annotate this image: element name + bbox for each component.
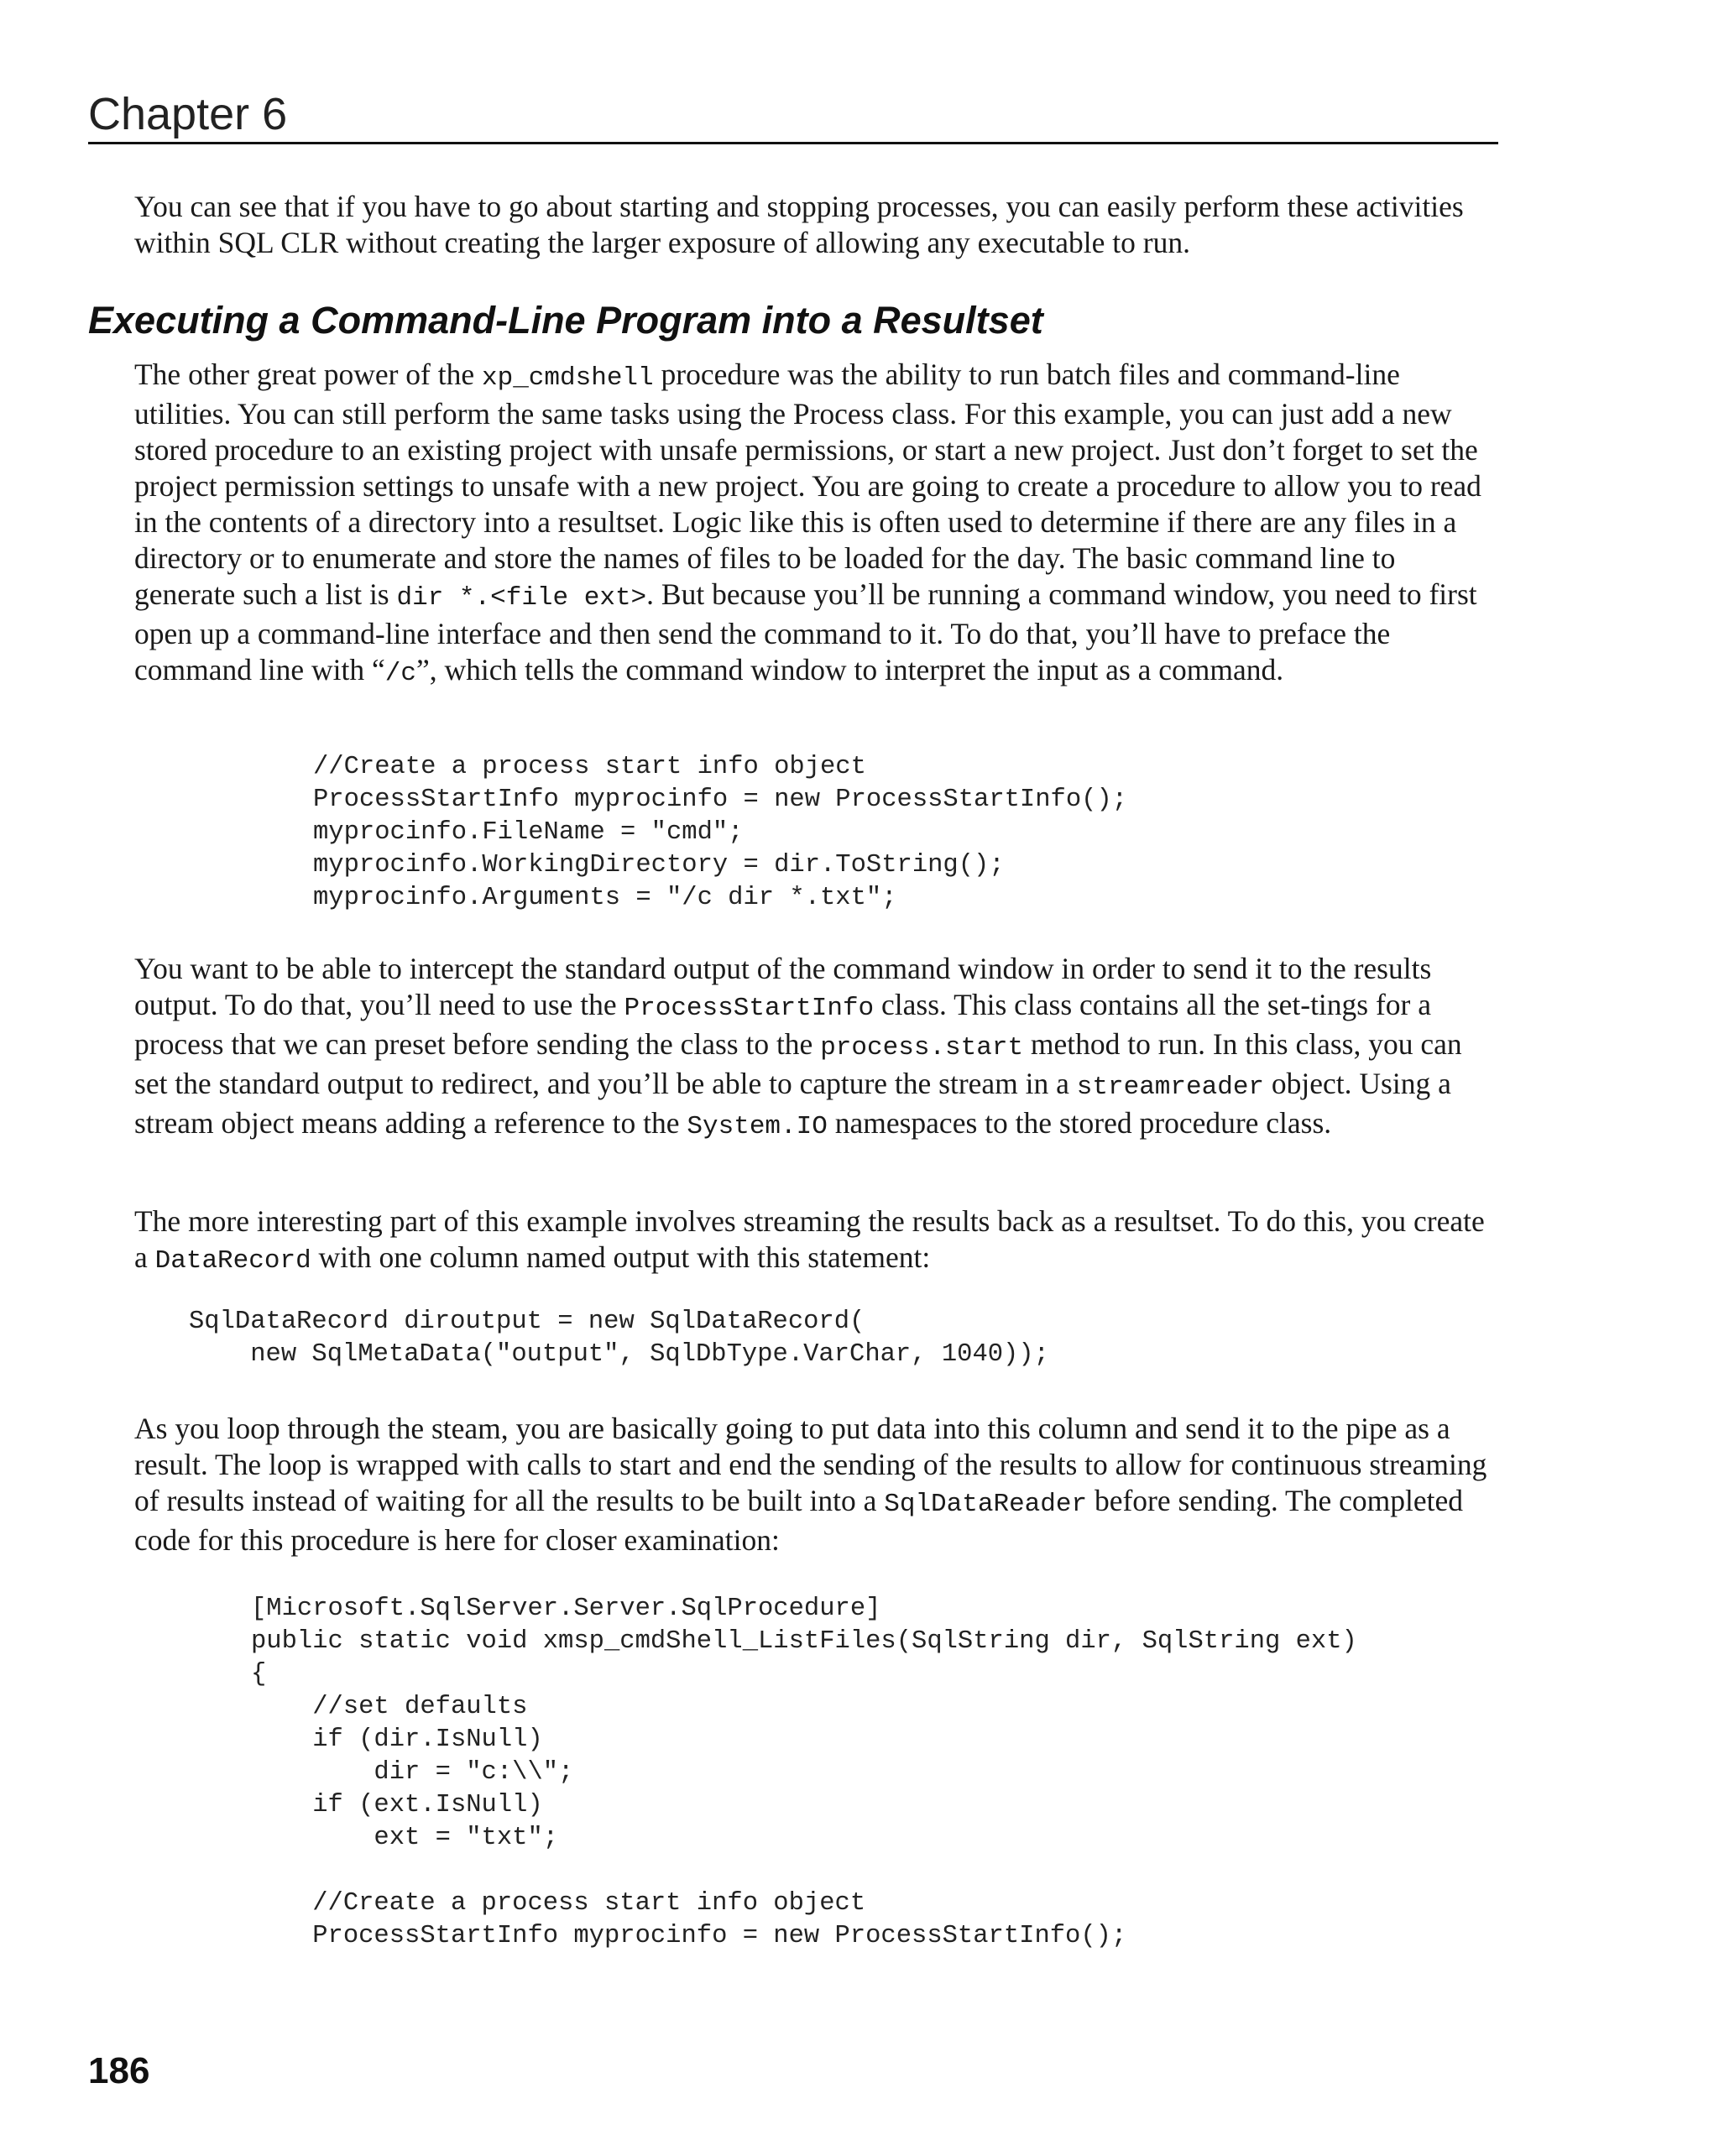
inline-code: dir *.<file ext> [396,583,647,613]
text-run: ”, which tells the command window to interpret the input as a command. [415,653,1284,686]
section-heading: Executing a Command-Line Program into a Resultset [88,299,1043,342]
code-block-data-record [189,1306,1049,1371]
code-line: SqlDataRecord diroutput = new SqlDataRecord( [189,1308,865,1336]
code-block-process-start-info [313,751,1127,915]
code-line: //Create a process start info object [251,1889,866,1918]
code-block-list-files-procedure [251,1593,1357,1953]
paragraph-resultset [134,1203,1498,1279]
code-line: dir = "c:\\"; [251,1758,574,1787]
text-run: method to run. In this class, you can set the standard output to redirect, and you’ll be able to capture the stream in a [134,1027,1462,1100]
text-run: before sending. The completed code for this procedure is here for closer examination: [134,1484,1463,1557]
code-line: if (dir.IsNull) [251,1725,543,1754]
paragraph-xp-cmdshell [134,357,1498,692]
text-run: . But because you’ll be running a command window, you need to first open up a command-line interface and then send the command to it. To do that, you’ll have to preface the command line with “ [134,577,1477,686]
text-run: procedure was the ability to run batch files and command-line utilities. You can still perform the same tasks using the Process class. For this example, you can just add a new stored procedure to an existing project with unsafe permissions, or start a new project. Just don’t forget to set the project permission settings to unsafe with a new project. You are going to create a procedure to allow you to read in the contents of a directory into a resultset. Logic like this is often used to determine if there are any files in a directory or to enumerate and store the names of files to be loaded for the day. The basic command line to generate such a list is [134,358,1481,611]
text-run: You want to be able to intercept the standard output of the command window in order to send it to the results output. To do that, you’ll need to use the [134,952,1432,1021]
code-line: ext = "txt"; [251,1824,559,1852]
code-line: [Microsoft.SqlServer.Server.SqlProcedure] [251,1595,881,1623]
code-line: //Create a process start info object [313,753,866,781]
inline-code: System.IO [687,1112,828,1141]
text-run: object. Using a stream object means adding a reference to the [134,1067,1451,1140]
text-run: class. This class contains all the set-tings for a process that we can preset before sending the class to the [134,988,1432,1061]
text-run: namespaces to the stored procedure class. [827,1106,1332,1140]
code-line: myprocinfo.WorkingDirectory = dir.ToString(); [313,851,1005,880]
text-run: The more interesting part of this example involves streaming the results back as a resultset. To do this, you create a [134,1204,1485,1274]
page-number: 186 [88,2050,150,2091]
code-line: //set defaults [251,1693,528,1721]
paragraph-loop [134,1411,1498,1558]
intro-paragraph: You can see that if you have to go about starting and stopping processes, you can easily perform these activities within SQL CLR without creating the larger exposure of allowing any executable to run. [134,190,1464,259]
text-run: As you loop through the steam, you are basically going to put data into this column and send it to the pipe as a result. The loop is wrapped with calls to start and end the sending of the results to allow for continuous streaming of results instead of waiting for all the results to be built into a [134,1412,1487,1517]
paragraph-standard-output [134,951,1498,1145]
code-line: ProcessStartInfo myprocinfo = new ProcessStartInfo(); [251,1922,1127,1950]
inline-code: xp_cmdshell [482,363,654,393]
code-line: public static void xmsp_cmdShell_ListFiles(SqlString dir, SqlString ext) [251,1627,1357,1656]
inline-code: /c [384,659,416,688]
chapter-header [88,84,1498,144]
inline-code: SqlDataReader [884,1490,1088,1519]
inline-code: process.start [820,1033,1024,1062]
code-line: myprocinfo.Arguments = "/c dir *.txt"; [313,884,897,912]
code-line: new SqlMetaData("output", SqlDbType.VarChar, 1040)); [189,1340,1049,1369]
code-line: ProcessStartInfo myprocinfo = new ProcessStartInfo(); [313,786,1128,814]
inline-code: ProcessStartInfo [624,994,875,1023]
inline-code: DataRecord [154,1246,311,1276]
code-line: myprocinfo.FileName = "cmd"; [313,818,744,847]
code-line: if (ext.IsNull) [251,1791,543,1819]
chapter-title: Chapter 6 [88,89,288,139]
inline-code: streamreader [1076,1073,1265,1102]
code-line: { [251,1660,267,1689]
code-line [251,1855,1357,1887]
text-run: The other great power of the [134,358,482,391]
text-run: with one column named output with this statement: [311,1240,931,1274]
